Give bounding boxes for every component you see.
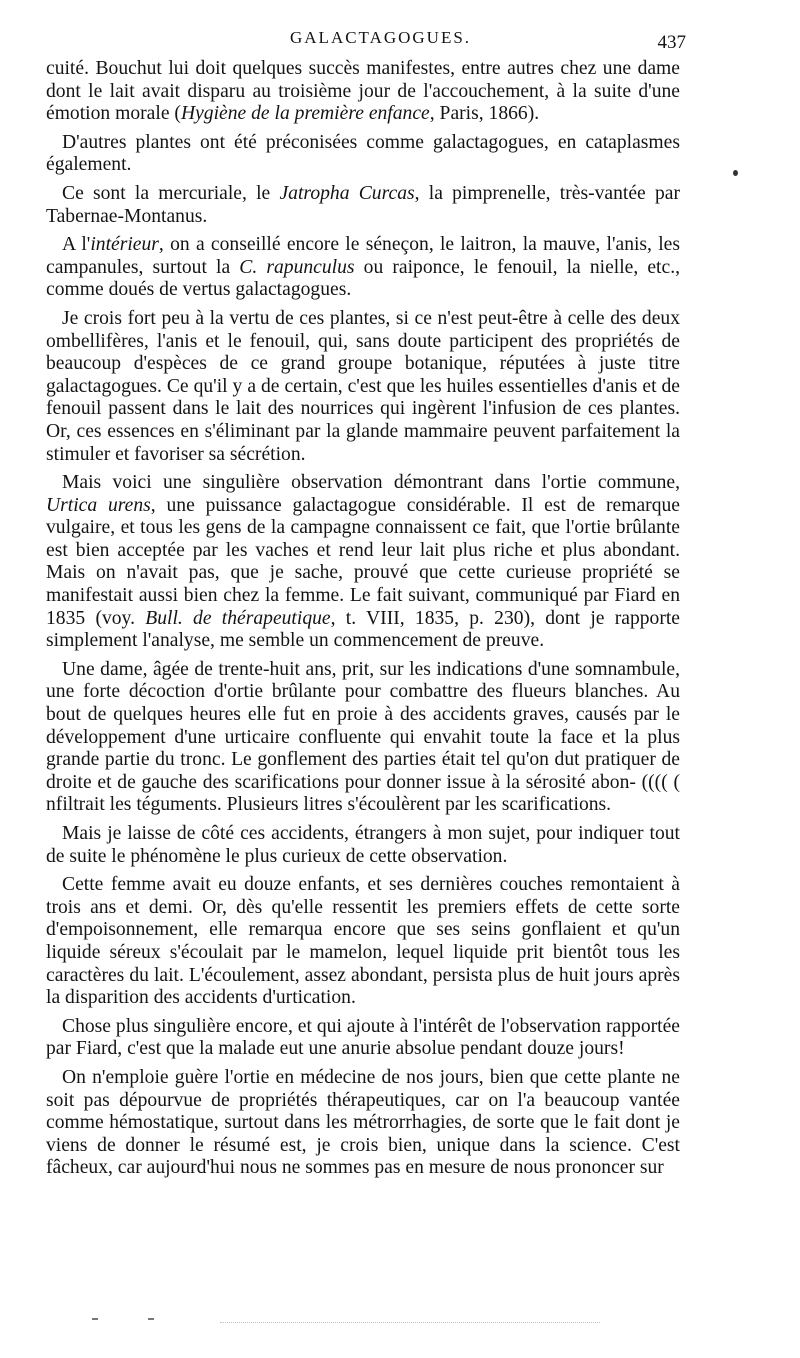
footer-mark-center: [148, 1318, 154, 1320]
paragraph: Chose plus singulière encore, et qui ajoute à l'intérêt de l'observation rapportée par Fiard, c'est que la malade eut une anurie absolue pendant douze jours!: [46, 1015, 680, 1060]
footer-mark-left: [92, 1318, 98, 1320]
paragraph: Cette femme avait eu douze enfants, et ses dernières couches remontaient à trois ans et demi. Or, dès qu'elle ressentit les premiers effets de cette sorte d'empoisonnement, elle remarqua encore que ses seins gonflaient et qu'un liquide séreux s'écoulait par le mamelon, lequel liquide prit bientôt tous les caractères du lait. L'écoulement, assez abondant, persista plus de huit jours après la disparition des accidents d'urtication.: [46, 874, 680, 1009]
italic-citation: Jatropha Curcas: [279, 182, 415, 204]
paragraph: Mais je laisse de côté ces accidents, étrangers à mon sujet, pour indiquer tout de suite le phénomène le plus curieux de cette observation.: [46, 823, 680, 867]
paragraph: A l'intérieur, on a conseillé encore le séneçon, le laitron, la mauve, l'anis, les campanules, surtout la C. rapunculus ou raiponce, le fenouil, la nielle, etc., comme doués de vertus galactagogues.: [46, 234, 680, 301]
running-title: GALACTAGOGUES.: [290, 28, 472, 47]
body-text: [46, 58, 680, 1180]
paragraph: Mais voici une singulière observation démontrant dans l'ortie commune, Urtica urens, une puissance galactagogue considérable. Il est de remarque vulgaire, et tous les gens de la campagne connaissent ce fait, que l'ortie brûlante est bien acceptée par les vaches et rend leur lait plus riche et plus abondant. Mais on n'avait pas, que je sache, prouvé que cette curieuse propriété se manifestait aussi bien chez la femme. Le fait suivant, communiqué par Fiard en 1835 (voy. Bull. de thérapeutique, t. VIII, 1835, p. 230), dont je rapporte simplement l'analyse, me semble un commencement de preuve.: [46, 472, 681, 652]
italic-citation: intérieur: [90, 234, 159, 256]
paragraph: Je crois fort peu à la vertu de ces plantes, si ce n'est peut-être à celle des deux ombellifères, l'anis et le fenouil, qui, sans doute participent des propriétés de beaucoup d'espèces de ce grand groupe botanique, réputées à juste titre galactagogues. Ce qu'il y a de certain, c'est que les huiles essentielles d'anis et de fenouil passent dans le lait des nourrices qui ingèrent l'infusion de ces plantes. Or, ces essences en s'éliminant par la glande mammaire peuvent parfaitement la stimuler et favoriser sa sécrétion.: [46, 307, 680, 465]
italic-citation: Bull. de thérapeutique: [145, 607, 331, 629]
margin-ink-dot: [733, 170, 738, 176]
book-page: [46, 18, 686, 1186]
italic-citation: C. rapunculus: [239, 256, 355, 278]
italic-citation: Urtica urens: [46, 494, 151, 516]
paragraph: cuité. Bouchut lui doit quelques succès manifestes, entre autres chez une dame dont le lait avait disparu au troisième jour de l'accouchement, à la suite d'une émotion morale (Hygiène de la première enfance, Paris, 1866).: [46, 58, 680, 125]
page-number: 437: [657, 32, 686, 53]
paragraph: D'autres plantes ont été préconisées comme galactagogues, en cataplasmes également.: [46, 131, 680, 176]
footer-print-smudge: [220, 1322, 600, 1325]
paragraph: On n'emploie guère l'ortie en médecine de nos jours, bien que cette plante ne soit pas dépourvue de propriétés thérapeutiques, car on l'a beaucoup vantée comme hémostatique, surtout dans les métrorrhagies, de sorte que le fait dont je viens de donner le résumé est, je crois bien, unique dans la science. C'est fâcheux, car aujourd'hui nous ne sommes pas en mesure de nous prononcer sur: [46, 1066, 680, 1179]
paragraph: Ce sont la mercuriale, le Jatropha Curcas, la pimprenelle, très-vantée par Tabernae-Montanus.: [46, 182, 680, 227]
italic-citation: Hygiène de la première enfance: [180, 103, 430, 125]
paragraph: Une dame, âgée de trente-huit ans, prit, sur les indications d'une somnambule, une forte décoction d'ortie brûlante pour combattre des flueurs blanches. Au bout de quelques heures elle fut en proie à des accidents graves, causés par le développement d'une urticaire confluente qui envahit toute la face et la plus grande partie du tronc. Le gonflement des parties était tel qu'on dut pratiquer de droite et de gauche des scarifications pour donner issue à la sérosité abon- (((( ( nfiltrait les téguments. Plusieurs litres s'écoulèrent par les scarifications.: [46, 658, 680, 816]
page-header: [46, 18, 686, 58]
